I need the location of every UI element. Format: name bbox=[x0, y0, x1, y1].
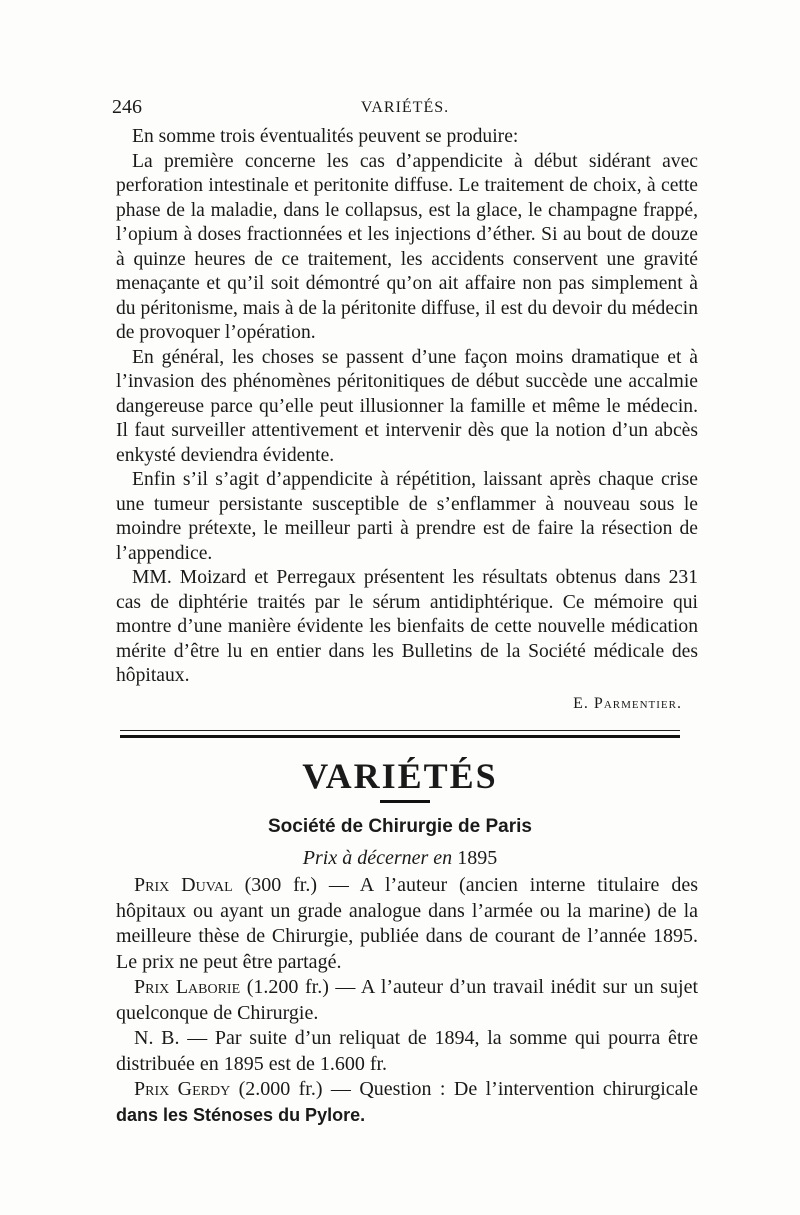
prize-laborie-text: (1.200 fr.) — A l’auteur d’un travail inédit sur un sujet quelconque de Chirurgie. bbox=[116, 976, 699, 1024]
prize-gerdy-question: dans les Sténoses du Pylore. bbox=[116, 1104, 366, 1125]
running-title: VARIÉTÉS. bbox=[360, 99, 450, 116]
title-underline bbox=[380, 800, 430, 803]
society-subtitle: Société de Chirurgie de Paris bbox=[268, 816, 532, 837]
page-header bbox=[112, 96, 698, 122]
prize-gerdy-paragraph bbox=[116, 1077, 698, 1128]
prize-gerdy-text: (2.000 fr.) — Question : De l’intervention chirurgicale bbox=[230, 1078, 698, 1100]
article-paragraph: En général, les choses se passent d’une façon moins dramatique et à l’invasion des phénomènes péritonitiques de début succède une accalmie dangereuse parce qu’elle peut illusionner la famille et même le médecin. Il faut surveiller attentivement et intervenir dès que la notion d’un abcès enkysté deviendra évidente. bbox=[116, 346, 698, 466]
prize-duval-paragraph bbox=[116, 873, 698, 975]
article-paragraph: En somme trois éventualités peuvent se produire: bbox=[132, 126, 519, 147]
prize-gerdy-name: Prix Gerdy bbox=[134, 1078, 231, 1100]
prize-note-paragraph: N. B. — Par suite d’un reliquat de 1894, la somme qui pourra être distribuée en 1895 est de 1.600 fr. bbox=[116, 1027, 698, 1075]
prizes-body bbox=[116, 873, 698, 1128]
article-body bbox=[116, 125, 698, 689]
prize-duval-name: Prix Duval bbox=[134, 874, 233, 896]
prize-heading-year: 1895 bbox=[457, 847, 498, 869]
section-divider-thick bbox=[120, 735, 680, 738]
prize-laborie-paragraph bbox=[116, 975, 698, 1026]
section-divider-thin bbox=[120, 730, 680, 731]
section-title: VARIÉTÉS bbox=[302, 756, 498, 796]
prize-duval-text: (300 fr.) — A l’auteur (ancien interne titulaire des hôpitaux ou ayant un grade analogue dans l’armée ou la marine) de la meilleure thèse de Chirurgie, publiée dans de courant de l’année 1895. Le prix ne peut être partagé. bbox=[116, 874, 698, 973]
prize-laborie-name: Prix Laborie bbox=[134, 976, 241, 998]
page-number: 246 bbox=[112, 96, 142, 118]
article-paragraph: La première concerne les cas d’appendicite à début sidérant avec perforation intestinale et peritonite diffuse. Le traitement de choix, à cette phase de la maladie, dans le collapsus, est la glace, le champagne frappé, l’opium à doses fractionnées et les injections d’éther. Si au bout de douze à quinze heures de ce traitement, les accidents conservent une gravité menaçante et qu’il soit démontré qu’on ait affaire non pas simplement à du péritonisme, mais à de la péritonite diffuse, il est du devoir du médecin de provoquer l’opération. bbox=[116, 150, 698, 343]
article-paragraph: Enfin s’il s’agit d’appendicite à répétition, laissant après chaque crise une tumeur persistante susceptible de s’enflammer à nouveau sous le moindre prétexte, le meilleur parti à prendre est de faire la résection de l’appendice. bbox=[116, 469, 698, 564]
author-signature: E. Parmentier. bbox=[573, 695, 682, 712]
prize-heading-text: Prix à décerner en bbox=[302, 847, 453, 869]
prize-heading bbox=[0, 847, 800, 870]
article-paragraph: MM. Moizard et Perregaux présentent les résultats obtenus dans 231 cas de diphtérie traités par le sérum antidiphtérique. Ce mémoire qui montre d’une manière évidente les bienfaits de cette nouvelle médication mérite d’être lu en entier dans les Bulletins de la Société médicale des hôpitaux. bbox=[116, 567, 698, 686]
